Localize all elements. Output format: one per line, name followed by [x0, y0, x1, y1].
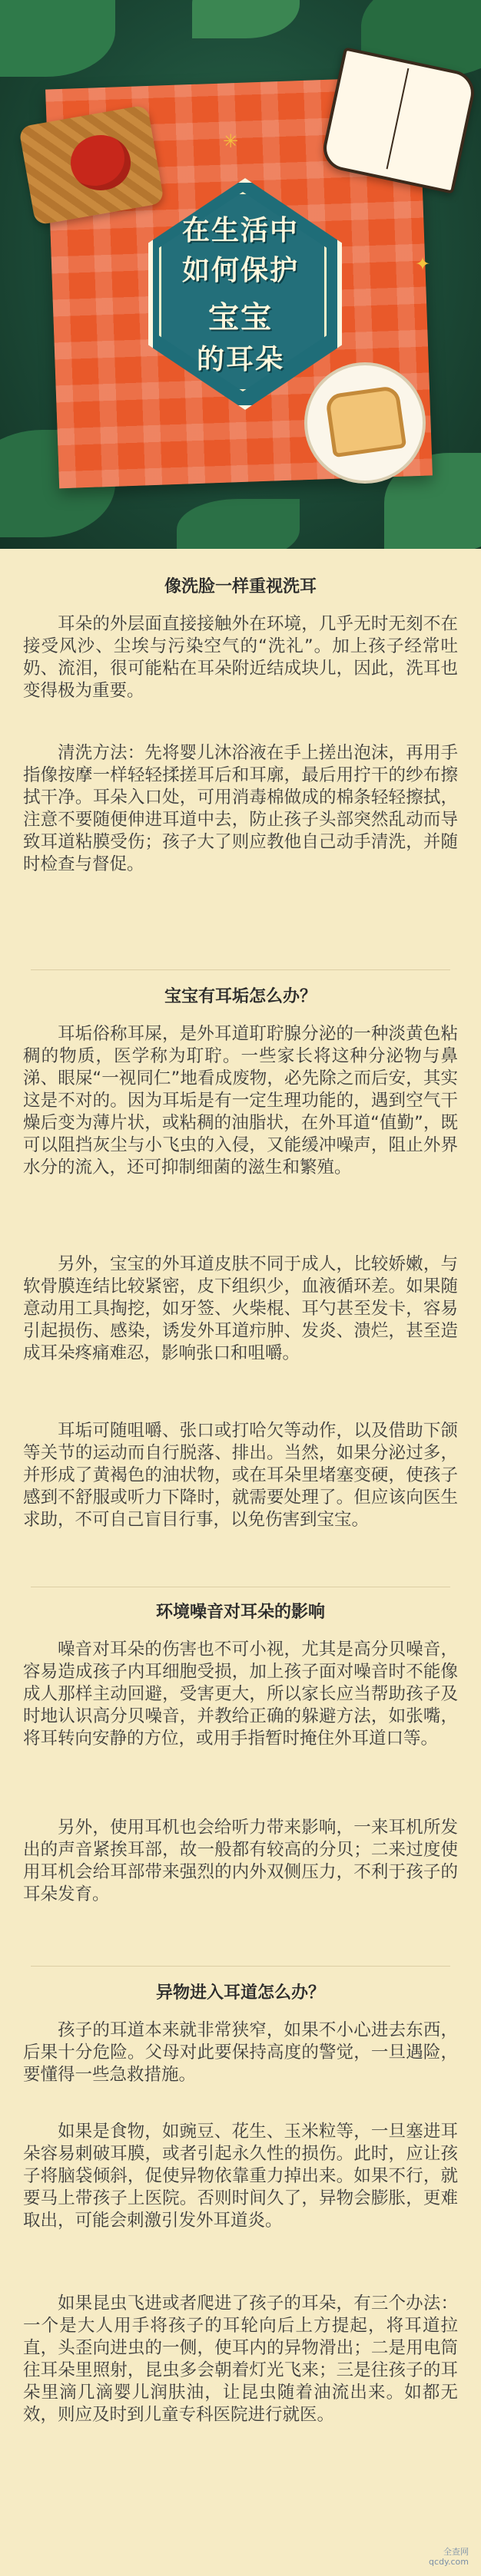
- paragraph: 孩子的耳道本来就非常狭窄，如果不小心进去东西，后果十分危险。父母对此要保持高度的警觉，一旦遇险，要懂得一些急救措施。: [23, 2020, 458, 2085]
- watermark-logo: [429, 2547, 469, 2567]
- sparkle-icon: ✦: [415, 253, 431, 275]
- section-heading: 异物进入耳道怎么办？: [155, 1983, 325, 2003]
- sparkle-icon: ✳: [223, 130, 239, 152]
- paragraph: 耳垢可随咀嚼、张口或打哈欠等动作，以及借助下颌等关节的运动而自行脱落、排出。当然，如果分泌过多，并形成了黄褐色的油状物，或在耳朵里堵塞变硬，使孩子感到不舒服或听力下降时，就需要处理了。但应该向医生求助，不可自己盲目行事，以免伤害到宝宝。: [23, 1421, 458, 1530]
- paragraph: 如果昆虫飞进或者爬进了孩子的耳朵，有三个办法：一个是大人用手将孩子的耳轮向后上方提起，将耳道拉直，头歪向进虫的一侧，使耳内的异物滑出；二是用电筒往耳朵里照射，昆虫多会朝着灯光飞来；三是往孩子的耳朵里滴几滴婴儿润肤油，让昆虫随着油流出来。如都无效，则应及时到儿童专科医院进行就医。: [23, 2294, 458, 2425]
- poster-illustration: [0, 0, 481, 549]
- paragraph: 如果是食物，如豌豆、花生、玉米粒等，一旦塞进耳朵容易刺破耳膜，或者引起永久性的损伤。此时，应让孩子将脑袋倾斜，促使异物依靠重力掉出来。如果不行，就要马上带孩子上医院。否则时间久了，异物会膨胀，更难取出，可能会刺激引发外耳道炎。: [23, 2122, 458, 2231]
- divider: [31, 969, 450, 970]
- paragraph: 另外，宝宝的外耳道皮肤不同于成人，比较娇嫩，与软骨膜连结比较紧密，皮下组织少，血液循环差。如果随意动用工具掏挖，如牙签、火柴棍、耳勺甚至发卡，容易引起损伤、感染，诱发外耳道疖肿、发炎、溃烂，甚至造成耳朵疼痛难忍，影响张口和咀嚼。: [23, 1254, 458, 1363]
- poster-title-line: 在生活中: [181, 215, 299, 246]
- apple-image: [71, 135, 131, 190]
- divider: [31, 1966, 450, 1967]
- poster-title-line: 如何保护: [181, 255, 299, 286]
- watermark-line: qcdy.com: [429, 2557, 469, 2567]
- leaf-decoration: [0, 0, 115, 77]
- poster-title-line: 的耳朵: [196, 344, 284, 375]
- paragraph: 噪音对耳朵的伤害也不可小视，尤其是高分贝噪音，容易造成孩子内耳细胞受损，加上孩子面对噪音时不能像成人那样主动回避，受害更大，所以家长应当帮助孩子及时地认识高分贝噪音，并教给正确的躲避方法，如张嘴，将耳转向安静的方位，或用手指暂时掩住外耳道口等。: [23, 1640, 458, 1749]
- section-heading: 宝宝有耳垢怎么办？: [164, 986, 317, 1006]
- title-badge: [148, 178, 333, 401]
- poster-title-line: 宝宝: [208, 300, 273, 335]
- paragraph: 另外，使用耳机也会给听力带来影响，一来耳机所发出的声音紧挨耳部，故一般都有较高的分贝；二来过度使用耳机会给耳部带来强烈的内外双侧压力，不利于孩子的耳朵发育。: [23, 1818, 458, 1904]
- article-body: [0, 549, 481, 2576]
- paragraph: 耳朵的外层面直接接触外在环境，几乎无时无刻不在接受风沙、尘埃与污染空气的“洗礼”。加上孩子经常吐奶、流泪，很可能粘在耳朵附近结成块儿，因此，洗耳也变得极为重要。: [23, 614, 458, 701]
- bread-image: [325, 385, 406, 458]
- section-heading: 像洗脸一样重视洗耳: [164, 576, 317, 596]
- leaf-decoration: [177, 499, 300, 549]
- paragraph: 清洗方法：先将婴儿沐浴液在手上搓出泡沫，再用手指像按摩一样轻轻揉搓耳后和耳廓，最后用拧干的纱布擦拭干净。耳朵入口处，可用消毒棉做成的棉条轻轻擦拭，注意不要随便伸进耳道中去，防止孩子头部突然乱动而导致耳道粘膜受伤；孩子大了则应教他自己动手清洗，并随时检查与督促。: [23, 743, 458, 874]
- watermark-line: 全查网: [443, 2547, 469, 2557]
- section-heading: 环境噪音对耳朵的影响: [155, 1602, 325, 1622]
- leaf-decoration: [192, 0, 300, 38]
- paragraph: 耳垢俗称耳屎，是外耳道耵聍腺分泌的一种淡黄色粘稠的物质，医学称为耵聍。一些家长将这种分泌物与鼻涕、眼屎“一视同仁”地看成废物，必先除之而后安，其实这是不对的。因为耳垢是有一定生理功能的，遇到空气干燥后变为薄片状，或粘稠的油脂状，在外耳道“值勤”，既可以阻挡灰尘与小飞虫的入侵，又能缓冲噪声，阻止外界水分的流入，还可抑制细菌的滋生和繁殖。: [23, 1024, 458, 1177]
